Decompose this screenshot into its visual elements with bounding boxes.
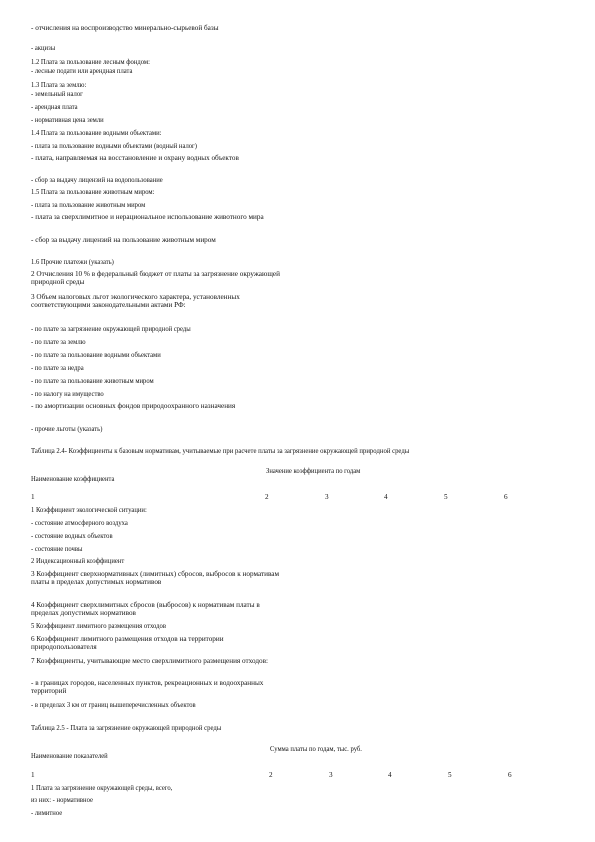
list-line: - плата за сверхлимитное и нерациональное использование животного мира: [31, 213, 264, 221]
column-number: 4: [384, 493, 388, 501]
table-row: из них: - нормативное: [31, 796, 93, 804]
table-row: - лимитное: [31, 809, 63, 817]
table-row: 2 Индексационный коэффициент: [31, 557, 125, 565]
column-number: 1: [31, 493, 35, 501]
list-line: - сбор за выдачу лицензий на пользование животным миром: [31, 236, 216, 244]
list-line: - сбор за выдачу лицензий на водопользование: [31, 176, 163, 184]
list-line: - по плате за землю: [31, 338, 86, 346]
list-line: - по плате за загрязнение окружающей природной среды: [31, 325, 191, 333]
table-row: - в пределах 3 км от границ вышеперечисленных объектов: [31, 701, 196, 709]
table-caption: Таблица 2.4- Коэффициенты к базовым нормативам, учитываемые при расчете платы за загрязнение окружающей природной среды: [31, 446, 410, 455]
column-number: 6: [504, 493, 508, 501]
table-row: - состояние почвы: [31, 545, 83, 553]
list-line: - отчисления на воспроизводство минерально-сырьевой базы: [31, 24, 219, 32]
table-row: 6 Коэффициент лимитного размещения отходов на территории природопользователя: [31, 635, 224, 651]
column-number: 6: [508, 771, 512, 779]
column-number: 5: [444, 493, 448, 501]
table-row: - состояние водных объектов: [31, 532, 113, 540]
list-line: - по амортизации основных фондов природоохранного назначения: [31, 402, 236, 410]
table-row: 5 Коэффициент лимитного размещения отходов: [31, 622, 166, 630]
table-row: 3 Коэффициент сверхнормативных (лимитных) сбросов, выбросов к нормативам платы в пределах допустимых нормативов: [31, 570, 279, 586]
column-number: 2: [265, 493, 269, 501]
table-row: - состояние атмосферного воздуха: [31, 519, 128, 527]
column-header-name: Наименование показателей: [31, 752, 108, 760]
list-line: 1.5 Плата за пользование животным миром:: [31, 188, 155, 196]
column-number: 1: [31, 771, 35, 779]
list-line: 3 Объем налоговых льгот экологического характера, установленных соответствующими законодательными актами РФ:: [31, 293, 240, 309]
column-header-values: Сумма платы по годам, тыс. руб.: [270, 745, 362, 753]
list-line: - арендная плата: [31, 103, 78, 111]
list-line: - плата за пользование животным миром: [31, 201, 146, 209]
list-line: 2 Отчисления 10 % в федеральный бюджет от платы за загрязнение окружающей природной среды: [31, 270, 280, 286]
list-line: - нормативная цена земли: [31, 116, 104, 124]
column-number: 5: [448, 771, 452, 779]
list-line: - по плате за недра: [31, 364, 84, 372]
list-line: - акцизы: [31, 44, 56, 52]
table-row: 4 Коэффициент сверхлимитных сбросов (выбросов) к нормативам платы в пределах допустимых нормативов: [31, 601, 260, 617]
column-number: 3: [325, 493, 329, 501]
list-line: - плата за пользование водными объектами (водный налог): [31, 142, 197, 150]
column-header-name: Наименование коэффициента: [31, 475, 115, 483]
list-line: 1.2 Плата за пользование лесным фондом:: [31, 58, 150, 66]
table-caption: Таблица 2.5 - Плата за загрязнение окружающей природной среды: [31, 723, 222, 732]
list-line: - плата, направляемая на восстановление и охрану водных объектов: [31, 154, 239, 162]
column-number: 3: [329, 771, 333, 779]
list-line: - по плате за пользование животным миром: [31, 377, 154, 385]
column-number: 4: [388, 771, 392, 779]
list-line: - по налогу на имущество: [31, 390, 104, 398]
table-row: 7 Коэффициенты, учитывающие место сверхлимитного размещения отходов:: [31, 657, 269, 665]
list-line: - лесные подати или арендная плата: [31, 67, 133, 75]
list-line: - земельный налог: [31, 90, 83, 98]
column-header-values: Значение коэффициента по годам: [266, 467, 361, 475]
column-number: 2: [269, 771, 273, 779]
list-line: 1.4 Плата за пользование водными объектами:: [31, 129, 162, 137]
table-row: - в границах городов, населенных пунктов, рекреационных и водоохранных территорий: [31, 679, 264, 695]
table-row: 1 Коэффициент экологической ситуации:: [31, 506, 147, 514]
table-row: 1 Плата за загрязнение окружающей среды, всего,: [31, 784, 173, 792]
list-line: 1.3 Плата за землю:: [31, 81, 87, 89]
list-line: - по плате за пользование водными объектами: [31, 351, 161, 359]
list-line: - прочие льготы (указать): [31, 425, 103, 433]
list-line: 1.6 Прочие платежи (указать): [31, 258, 114, 266]
